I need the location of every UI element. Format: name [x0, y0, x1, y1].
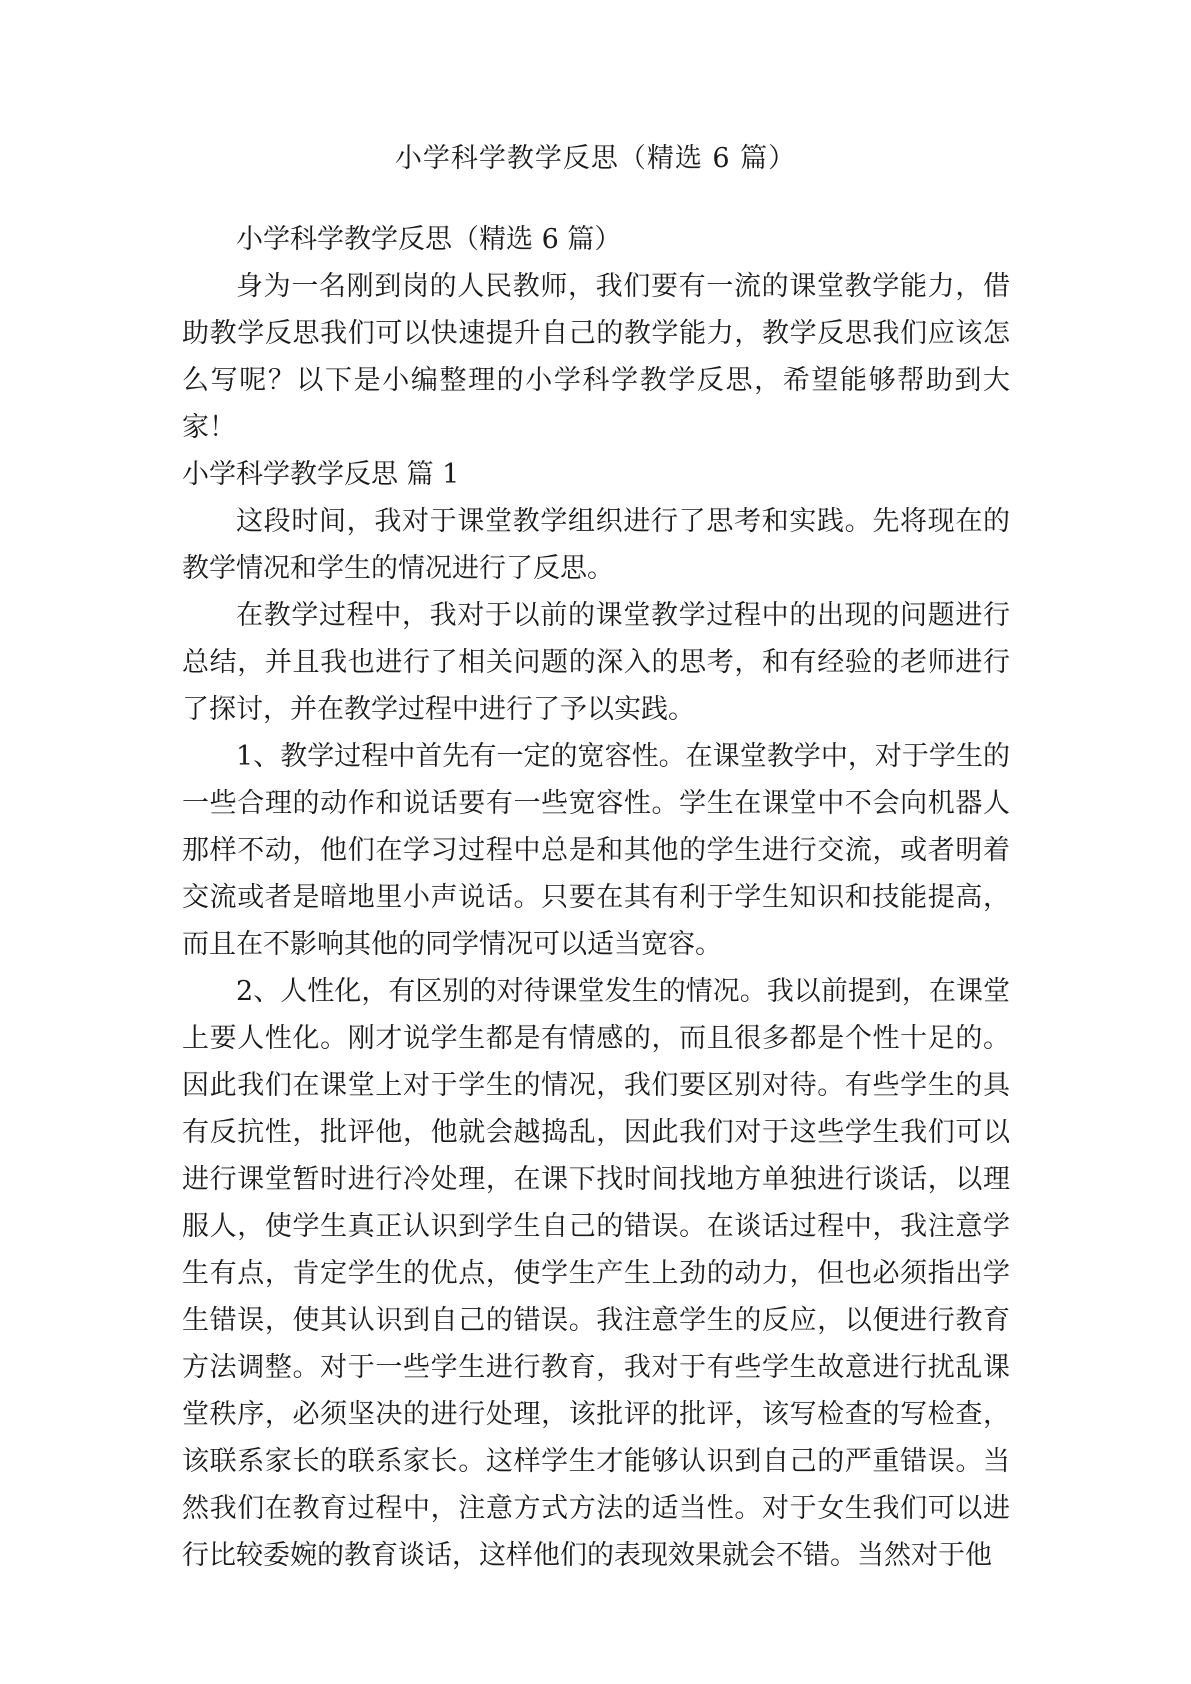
paragraph: 这段时间，我对于课堂教学组织进行了思考和实践。先将现在的教学情况和学生的情况进行了反思。 — [182, 506, 1010, 584]
section-heading: 小学科学教学反思 篇 1 — [182, 459, 460, 490]
paragraph-point-1: 1、教学过程中首先有一定的宽容性。在课堂教学中，对于学生的一些合理的动作和说话要有一些宽容性。学生在课堂中不会向机器人那样不动，他们在学习过程中总是和其他的学生进行交流，或者明着交流或者是暗地里小声说话。只要在其有利于学生知识和技能提高，而且在不影响其他的同学情况可以适当宽容。 — [182, 741, 1010, 960]
paragraph-intro: 身为一名刚到岗的人民教师，我们要有一流的课堂教学能力，借助教学反思我们可以快速提升自己的教学能力，教学反思我们应该怎么写呢？以下是小编整理的小学科学教学反思，希望能够帮助到大家！ — [182, 271, 1010, 443]
paragraph-point-2: 2、人性化，有区别的对待课堂发生的情况。我以前提到，在课堂上要人性化。刚才说学生都是有情感的，而且很多都是个性十足的。因此我们在课堂上对于学生的情况，我们要区别对待。有些学生的具有反抗性，批评他，他就会越捣乱，因此我们对于这些学生我们可以进行课堂暂时进行冷处理，在课下找时间找地方单独进行谈话，以理服人，使学生真正认识到学生自己的错误。在谈话过程中，我注意学生有点，肯定学生的优点，使学生产生上劲的动力，但也必须指出学生错误，使其认识到自己的错误。我注意学生的反应，以便进行教育方法调整。对于一些学生进行教育，我对于有些学生故意进行扰乱课堂秩序，必须坚决的进行处理，该批评的批评，该写检查的写检查，该联系家长的联系家长。这样学生才能够认识到自己的严重错误。当然我们在教育过程中，注意方式方法的适当性。对于女生我们可以进行比较委婉的教育谈话，这样他们的表现效果就会不错。当然对于他 — [182, 976, 1010, 1571]
paragraph: 在教学过程中，我对于以前的课堂教学过程中的出现的问题进行总结，并且我也进行了相关问题的深入的思考，和有经验的老师进行了探讨，并在教学过程中进行了予以实践。 — [182, 600, 1010, 725]
document-title: 小学科学教学反思（精选 6 篇） — [394, 143, 797, 174]
document-body — [182, 216, 1010, 1579]
paragraph-subtitle: 小学科学教学反思（精选 6 篇） — [236, 224, 622, 255]
